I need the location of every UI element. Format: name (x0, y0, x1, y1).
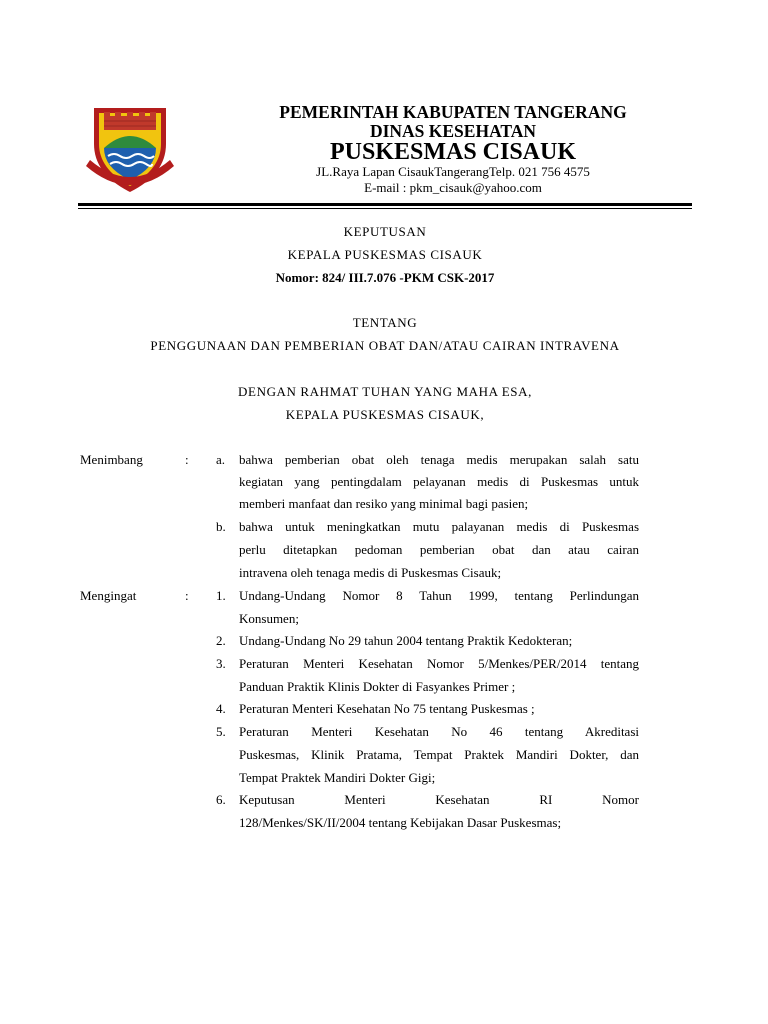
menimbang-marker-b: b. (216, 519, 226, 534)
mengingat-2-line-1: Undang-Undang No 29 tahun 2004 tentang Praktik Kedokteran; (239, 633, 573, 648)
puskesmas-logo (82, 104, 178, 196)
mengingat-marker-6: 6. (216, 792, 226, 807)
mengingat-marker-1: 1. (216, 588, 226, 603)
mengingat-1-line-2: Konsumen; (239, 611, 299, 626)
mengingat-5-line-1: Peraturan Menteri Kesehatan No 46 tentang Akreditasi (239, 724, 639, 739)
mengingat-6-line-1: Keputusan Menteri Kesehatan RI Nomor (239, 792, 639, 807)
mengingat-colon: : (185, 588, 189, 603)
letterhead-address: JL.Raya Lapan CisaukTangerangTelp. 021 756 4575 (316, 164, 590, 179)
letterhead-department: DINAS KESEHATAN (369, 121, 537, 141)
mengingat-4-line-1: Peraturan Menteri Kesehatan No 75 tentang Puskesmas ; (239, 701, 535, 716)
letterhead-government: PEMERINTAH KABUPATEN TANGERANG (279, 102, 627, 122)
menimbang-colon: : (185, 452, 189, 467)
header-divider-thick (78, 203, 692, 206)
mengingat-marker-2: 2. (216, 633, 226, 648)
menimbang-marker-a: a. (216, 452, 226, 467)
mengingat-3-line-2: Panduan Praktik Klinis Dokter di Fasyankes Primer ; (239, 679, 516, 694)
mengingat-6-line-2: 128/Menkes/SK/II/2004 tentang Kebijakan Dasar Puskesmas; (239, 815, 562, 830)
mengingat-marker-5: 5. (216, 724, 226, 739)
menimbang-a-line-2: kegiatan yang pentingdalam pelayanan medis di Puskesmas untuk (239, 474, 639, 489)
header-divider-thin (78, 208, 692, 209)
logo-fortress (104, 116, 156, 130)
decree-subject: PENGGUNAAN DAN PEMBERIAN OBAT DAN/ATAU CAIRAN INTRAVENA (150, 338, 620, 353)
mengingat-5-line-2: Puskesmas, Klinik Pratama, Tempat Praktek Mandiri Dokter, dan (239, 747, 639, 762)
decree-number: Nomor: 824/ III.7.076 -PKM CSK-2017 (275, 270, 495, 285)
decree-issuer: KEPALA PUSKESMAS CISAUK (287, 247, 483, 262)
mengingat-3-line-1: Peraturan Menteri Kesehatan Nomor 5/Menkes/PER/2014 tentang (239, 656, 639, 671)
menimbang-label: Menimbang (80, 452, 143, 467)
menimbang-a-line-3: memberi manfaat dan resiko yang minimal bagi pasien; (239, 496, 529, 511)
mengingat-1-line-1: Undang-Undang Nomor 8 Tahun 1999, tentang Perlindungan (239, 588, 639, 603)
mengingat-5-line-3: Tempat Praktek Mandiri Dokter Gigi; (239, 770, 436, 785)
mengingat-marker-3: 3. (216, 656, 226, 671)
menimbang-b-line-2: perlu ditetapkan pedoman pemberian obat dan atau cairan (239, 542, 639, 557)
menimbang-a-line-1: bahwa pemberian obat oleh tenaga medis merupakan salah satu (239, 452, 639, 467)
decree-title: KEPUTUSAN (343, 224, 427, 239)
opening-line-1: DENGAN RAHMAT TUHAN YANG MAHA ESA, (238, 384, 532, 399)
menimbang-b-line-1: bahwa untuk meningkatkan mutu palayanan medis di Puskesmas (239, 519, 639, 534)
decree-about-label: TENTANG (352, 315, 418, 330)
mengingat-label: Mengingat (80, 588, 137, 603)
letterhead-institution: PUSKESMAS CISAUK (329, 139, 577, 165)
opening-line-2: KEPALA PUSKESMAS CISAUK, (285, 407, 485, 422)
letterhead-email: E-mail : pkm_cisauk@yahoo.com (364, 180, 542, 195)
menimbang-b-line-3: intravena oleh tenaga medis di Puskesmas Cisauk; (239, 565, 502, 580)
mengingat-marker-4: 4. (216, 701, 226, 716)
